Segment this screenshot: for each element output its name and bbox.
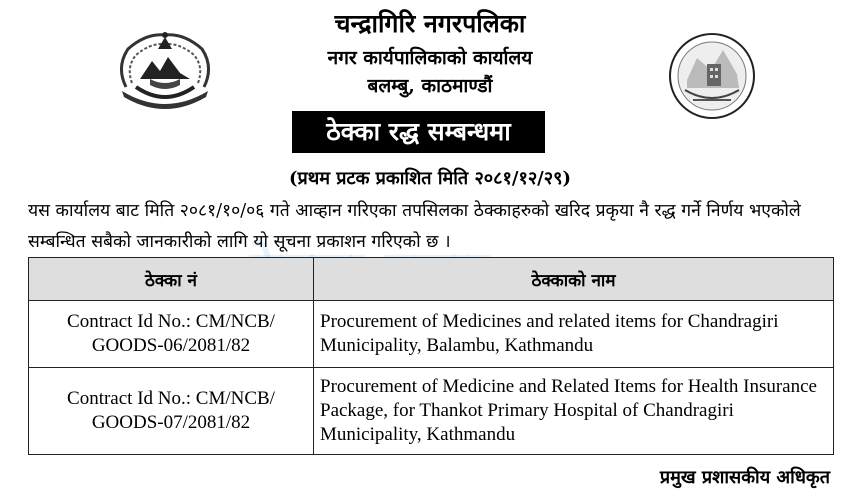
header-contract-name: ठेक्काको नाम (314, 258, 834, 301)
contracts-table (28, 257, 834, 455)
office-address: बलम्बु, काठमाण्डौं (367, 75, 493, 97)
first-publication-date: (प्रथम प्रटक प्रकाशित मिति २०८१/१२/२९) (288, 168, 571, 189)
office-name: नगर कार्यपालिकाको कार्यालय (327, 47, 533, 69)
contract-name-cell: Procurement of Medicine and Related Items for Health Insurance Package, for Thankot Primary Hospital of Chandragiri Municipality, Kathmandu (314, 368, 834, 455)
signatory-title: प्रमुख प्रशासकीय अधिकृत (659, 467, 830, 488)
table-row (29, 368, 834, 455)
contract-name-cell: Procurement of Medicines and related items for Chandragiri Municipality, Balambu, Kathmandu (314, 301, 834, 368)
contract-id-cell: Contract Id No.: CM/NCB/ GOODS-06/2081/82 (29, 301, 314, 368)
header-contract-no: ठेक्का नं (29, 258, 314, 301)
contract-id-cell: Contract Id No.: CM/NCB/ GOODS-07/2081/82 (29, 368, 314, 455)
notice-body: यस कार्यालय बाट मिति २०८१/१०/०६ गते आव्हान गरिएका तपसिलका ठेक्काहरुको खरिद प्रकृया नै रद्ध गर्ने निर्णय भएकोले सम्बन्धित सबैको जानकारीको लागि यो सूचना प्रकाशन गरिएको छ । (28, 201, 801, 252)
table-row (29, 301, 834, 368)
table-header-row (29, 258, 834, 301)
municipality-name: चन्द्रागिरि नगरपलिका (334, 9, 526, 38)
notice-title: ठेक्का रद्ध सम्बन्धमा (292, 111, 545, 153)
